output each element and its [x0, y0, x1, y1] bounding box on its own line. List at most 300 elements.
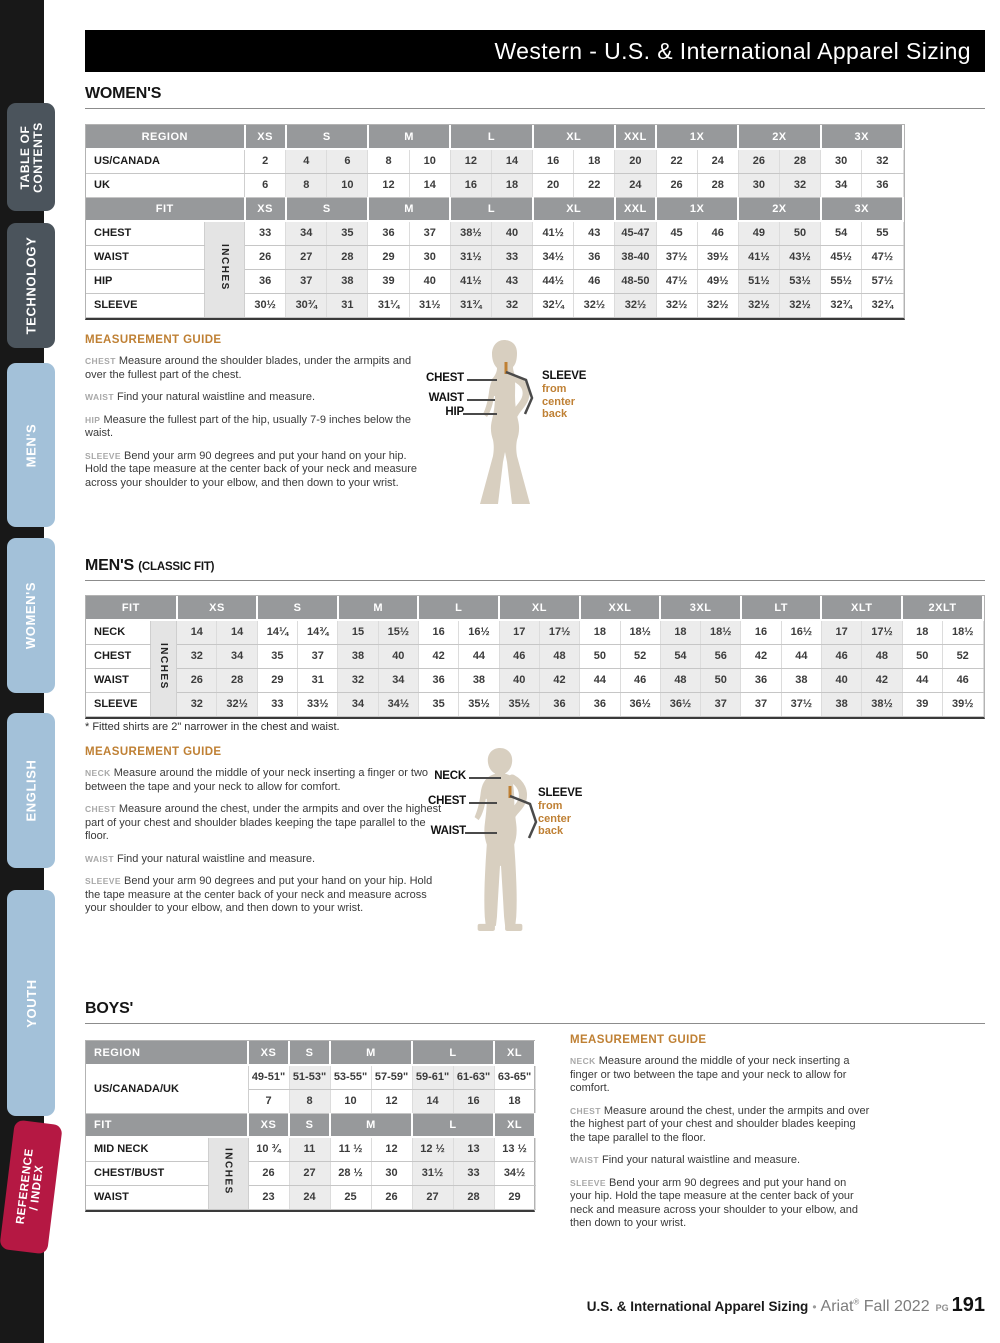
- guide-text: Measure the fullest part of the hip, usually 7-9 inches below the waist.: [85, 413, 412, 439]
- header-cell: L: [412, 1113, 494, 1137]
- data-cell: 51½: [738, 269, 779, 293]
- tab-label: WOMEN'S: [23, 581, 39, 650]
- data-cell: 33½: [298, 692, 338, 716]
- chest-callout-line: [469, 802, 497, 804]
- neck-callout-line: [469, 777, 501, 779]
- data-cell: 32½: [738, 293, 779, 317]
- data-cell: 37: [409, 221, 450, 245]
- data-cell: 33: [257, 692, 297, 716]
- guide-term: CHEST: [570, 1105, 601, 1116]
- data-cell: 36: [862, 173, 903, 197]
- data-cell: 42: [539, 668, 579, 692]
- mens-title-suffix: (CLASSIC FIT): [138, 561, 215, 573]
- row-label-cell: WAIST: [86, 668, 150, 692]
- header-cell: S: [286, 197, 368, 221]
- footer-season-text: Fall 2022: [863, 1298, 930, 1315]
- data-cell: 31¾: [450, 293, 491, 317]
- data-cell: 42: [418, 644, 458, 668]
- header-cell: LT: [741, 596, 822, 620]
- neck-callout-label: NECK: [434, 770, 466, 782]
- data-cell: 51-53": [289, 1065, 330, 1089]
- mens-section-title: MEN'S (CLASSIC FIT): [85, 557, 985, 581]
- mens-figure-diagram: [420, 746, 605, 941]
- data-cell: 50: [902, 644, 942, 668]
- data-cell: 28: [217, 668, 257, 692]
- page-number: 191: [951, 1294, 985, 1316]
- inches-unit-cell: INCHES: [204, 221, 244, 317]
- data-cell: 26: [656, 173, 697, 197]
- data-cell: 38: [459, 668, 499, 692]
- page-footer: [345, 1294, 985, 1317]
- header-cell: REGION: [86, 1041, 248, 1065]
- data-cell: 36: [580, 692, 620, 716]
- womens-figure-diagram: [420, 336, 600, 514]
- data-cell: 16½: [781, 620, 821, 644]
- data-cell: 15: [338, 620, 378, 644]
- data-cell: 49½: [697, 269, 738, 293]
- data-cell: 12: [371, 1137, 412, 1161]
- header-cell: M: [338, 596, 419, 620]
- data-cell: 11 ½: [330, 1137, 371, 1161]
- data-cell: 14¼: [257, 620, 297, 644]
- data-cell: 36: [539, 692, 579, 716]
- data-cell: 13 ½: [494, 1137, 535, 1161]
- row-label-cell: MID NECK: [86, 1137, 208, 1161]
- data-cell: 37: [701, 692, 741, 716]
- data-cell: 32: [177, 692, 217, 716]
- header-cell: XS: [177, 596, 258, 620]
- header-cell: XXL: [615, 125, 656, 149]
- data-cell: 38: [338, 644, 378, 668]
- data-cell: 57½: [862, 269, 903, 293]
- data-cell: 18½: [701, 620, 741, 644]
- data-cell: 38½: [862, 692, 902, 716]
- guide-text: Measure around the shoulder blades, under the armpits and over the fullest part of the chest.: [85, 355, 412, 381]
- guide-term: NECK: [85, 768, 111, 778]
- header-cell: XS: [248, 1041, 289, 1065]
- sidebar-tab-youth[interactable]: [7, 890, 55, 1116]
- data-cell: 26: [371, 1185, 412, 1209]
- data-cell: 36½: [620, 692, 660, 716]
- data-cell: 25: [330, 1185, 371, 1209]
- data-cell: 40: [491, 221, 532, 245]
- header-cell: XL: [494, 1041, 535, 1065]
- data-cell: 33: [453, 1161, 494, 1185]
- guide-text: Bend your arm 90 degrees and put your hand on your hip. Hold the tape measure at the center back of your neck and measure across your shoulder to your elbow, and then down to your wrist.: [85, 449, 418, 489]
- row-label-cell: US/CANADA/UK: [86, 1065, 248, 1113]
- data-cell: 41½: [738, 245, 779, 269]
- data-cell: 12: [368, 173, 409, 197]
- data-cell: 16: [533, 149, 574, 173]
- waist-callout-line: [467, 399, 495, 401]
- fitted-shirts-footnote: * Fitted shirts are 2" narrower in the chest and waist.: [85, 721, 340, 733]
- data-cell: 24: [289, 1185, 330, 1209]
- data-cell: 26: [738, 149, 779, 173]
- data-cell: 41½: [450, 269, 491, 293]
- data-cell: 55½: [821, 269, 862, 293]
- row-label-cell: US/CANADA: [86, 149, 245, 173]
- data-cell: 18: [491, 173, 532, 197]
- data-cell: 41½: [533, 221, 574, 245]
- data-cell: 18: [494, 1089, 535, 1113]
- row-label-cell: WAIST: [86, 245, 204, 269]
- data-cell: 48: [862, 644, 902, 668]
- data-cell: 34½: [494, 1161, 535, 1185]
- data-cell: 35: [327, 221, 368, 245]
- data-cell: 33: [245, 221, 286, 245]
- data-cell: 32½: [697, 293, 738, 317]
- header-cell: 3X: [821, 125, 903, 149]
- data-cell: 34: [338, 692, 378, 716]
- data-cell: 44: [902, 668, 942, 692]
- data-cell: 46: [942, 668, 983, 692]
- inches-unit-cell: INCHES: [208, 1137, 248, 1209]
- header-cell: XL: [533, 197, 615, 221]
- tab-label: MEN'S: [23, 423, 39, 467]
- data-cell: 46: [697, 221, 738, 245]
- data-cell: 32: [491, 293, 532, 317]
- data-cell: 45-47: [615, 221, 656, 245]
- data-cell: 50: [580, 644, 620, 668]
- size-table: [86, 596, 984, 717]
- data-cell: 39: [902, 692, 942, 716]
- header-cell: S: [257, 596, 338, 620]
- data-cell: 48: [660, 668, 700, 692]
- data-cell: 36: [741, 668, 781, 692]
- data-cell: 54: [660, 644, 700, 668]
- data-cell: 28: [327, 245, 368, 269]
- data-cell: 45: [656, 221, 697, 245]
- data-cell: 40: [821, 668, 861, 692]
- header-cell: 2X: [738, 197, 820, 221]
- guide-term: SLEEVE: [570, 1177, 606, 1188]
- data-cell: 31½: [412, 1161, 453, 1185]
- header-cell: FIT: [86, 1113, 248, 1137]
- boys-size-table: [85, 1040, 535, 1212]
- data-cell: 56: [701, 644, 741, 668]
- sidebar-tab-table-of-contents[interactable]: [7, 103, 55, 211]
- header-cell: L: [412, 1041, 494, 1065]
- row-label-cell: CHEST: [86, 644, 150, 668]
- guide-text: Measure around the middle of your neck inserting a finger or two between the tape and your neck to allow for comfort.: [85, 767, 429, 793]
- sleeve-callout-label: SLEEVE: [538, 787, 583, 799]
- data-cell: 8: [286, 173, 327, 197]
- tab-label: REFERENCE / INDEX: [14, 1147, 46, 1225]
- header-cell: XS: [245, 197, 286, 221]
- data-cell: 22: [574, 173, 615, 197]
- header-cell: XL: [494, 1113, 535, 1137]
- data-cell: 30: [371, 1161, 412, 1185]
- data-cell: 18½: [942, 620, 983, 644]
- data-cell: 46: [499, 644, 539, 668]
- data-cell: 39: [368, 269, 409, 293]
- data-cell: 35½: [459, 692, 499, 716]
- data-cell: 37½: [656, 245, 697, 269]
- row-label-cell: HIP: [86, 269, 204, 293]
- header-cell: REGION: [86, 125, 245, 149]
- data-cell: 49: [738, 221, 779, 245]
- data-cell: 30¾: [286, 293, 327, 317]
- data-cell: 38: [781, 668, 821, 692]
- data-cell: 27: [289, 1161, 330, 1185]
- data-cell: 38½: [450, 221, 491, 245]
- inches-unit-cell: INCHES: [150, 620, 176, 716]
- data-cell: 28 ½: [330, 1161, 371, 1185]
- data-cell: 28: [779, 149, 820, 173]
- data-cell: 38: [327, 269, 368, 293]
- data-cell: 44: [781, 644, 821, 668]
- row-label-cell: WAIST: [86, 1185, 208, 1209]
- header-cell: XXL: [615, 197, 656, 221]
- data-cell: 14: [491, 149, 532, 173]
- data-cell: 34: [378, 668, 418, 692]
- boys-section-title: BOYS': [85, 1000, 985, 1024]
- data-cell: 20: [533, 173, 574, 197]
- sleeve-measure-line: [502, 360, 540, 418]
- data-cell: 6: [327, 149, 368, 173]
- registered-mark: ®: [853, 1297, 860, 1307]
- data-cell: 34½: [533, 245, 574, 269]
- data-cell: 8: [368, 149, 409, 173]
- chest-callout-label: CHEST: [426, 372, 464, 384]
- header-cell: 2XLT: [902, 596, 983, 620]
- data-cell: 38-40: [615, 245, 656, 269]
- size-table: [86, 125, 904, 318]
- data-cell: 23: [248, 1185, 289, 1209]
- header-cell: L: [450, 125, 532, 149]
- data-cell: 30: [821, 149, 862, 173]
- data-cell: 14: [409, 173, 450, 197]
- data-cell: 16: [453, 1089, 494, 1113]
- guide-title: MEASUREMENT GUIDE: [570, 1034, 707, 1046]
- data-cell: 50: [779, 221, 820, 245]
- data-cell: 16: [741, 620, 781, 644]
- data-cell: 10: [409, 149, 450, 173]
- data-cell: 15½: [378, 620, 418, 644]
- waist-callout-label: WAIST: [430, 825, 466, 837]
- header-cell: XS: [245, 125, 286, 149]
- sidebar-tab-womens[interactable]: [7, 538, 55, 693]
- guide-term: SLEEVE: [85, 876, 121, 886]
- data-cell: 18: [902, 620, 942, 644]
- data-cell: 18: [660, 620, 700, 644]
- data-cell: 28: [697, 173, 738, 197]
- row-label-cell: UK: [86, 173, 245, 197]
- waist-callout-line: [465, 832, 497, 834]
- data-cell: 39½: [942, 692, 983, 716]
- data-cell: 7: [248, 1089, 289, 1113]
- data-cell: 31: [298, 668, 338, 692]
- data-cell: 54: [821, 221, 862, 245]
- guide-term: HIP: [85, 414, 101, 425]
- data-cell: 34½: [378, 692, 418, 716]
- data-cell: 40: [378, 644, 418, 668]
- data-cell: 37: [286, 269, 327, 293]
- data-cell: 32½: [656, 293, 697, 317]
- data-cell: 6: [245, 173, 286, 197]
- footer-pg-label: PG: [935, 1303, 949, 1313]
- guide-term: CHEST: [85, 804, 116, 814]
- header-cell: XL: [533, 125, 615, 149]
- data-cell: 32½: [779, 293, 820, 317]
- header-cell: M: [330, 1041, 412, 1065]
- data-cell: 32¼: [533, 293, 574, 317]
- data-cell: 10 ¾: [248, 1137, 289, 1161]
- data-cell: 46: [620, 668, 660, 692]
- guide-text: Bend your arm 90 degrees and put your hand on your hip. Hold the tape measure at the center back of your neck and measure across your shoulder to your elbow, and then down to your wrist.: [570, 1176, 858, 1229]
- data-cell: 12 ½: [412, 1137, 453, 1161]
- data-cell: 36: [245, 269, 286, 293]
- row-label-cell: CHEST/BUST: [86, 1161, 208, 1185]
- data-cell: 47½: [656, 269, 697, 293]
- data-cell: 32¾: [862, 293, 903, 317]
- data-cell: 14: [177, 620, 217, 644]
- data-cell: 4: [286, 149, 327, 173]
- data-cell: 32: [177, 644, 217, 668]
- hip-callout-label: HIP: [445, 406, 464, 418]
- sidebar-tab-english[interactable]: [7, 713, 55, 868]
- header-cell: XL: [499, 596, 580, 620]
- data-cell: 53-55": [330, 1065, 371, 1089]
- sidebar-tab-technology[interactable]: [7, 223, 55, 348]
- data-cell: 44½: [533, 269, 574, 293]
- waist-callout-label: WAIST: [428, 392, 464, 404]
- data-cell: 50: [701, 668, 741, 692]
- data-cell: 24: [697, 149, 738, 173]
- guide-term: WAIST: [85, 853, 114, 864]
- data-cell: 17: [821, 620, 861, 644]
- data-cell: 29: [494, 1185, 535, 1209]
- row-label-cell: SLEEVE: [86, 293, 204, 317]
- guide-text: Measure around the chest, under the armpits and over the highest part of your chest and shoulder blades keeping the tape parallel to the floor.: [85, 803, 442, 842]
- guide-term: CHEST: [85, 356, 116, 366]
- data-cell: 59-61": [412, 1065, 453, 1089]
- row-label-cell: CHEST: [86, 221, 204, 245]
- guide-text: Find your natural waistline and measure.: [116, 852, 316, 865]
- data-cell: 28: [453, 1185, 494, 1209]
- data-cell: 43½: [779, 245, 820, 269]
- tab-label: TABLE OF CONTENTS: [17, 121, 45, 193]
- header-cell: S: [286, 125, 368, 149]
- guide-term: WAIST: [570, 1155, 599, 1165]
- data-cell: 32½: [615, 293, 656, 317]
- chest-callout-line: [467, 379, 497, 381]
- data-cell: 37½: [781, 692, 821, 716]
- data-cell: 20: [615, 149, 656, 173]
- data-cell: 34: [821, 173, 862, 197]
- data-cell: 31½: [450, 245, 491, 269]
- size-table: [86, 1041, 536, 1210]
- header-cell: XLT: [821, 596, 902, 620]
- data-cell: 57-59": [371, 1065, 412, 1089]
- data-cell: 27: [286, 245, 327, 269]
- guide-term: WAIST: [85, 392, 114, 402]
- data-cell: 42: [741, 644, 781, 668]
- data-cell: 8: [289, 1089, 330, 1113]
- data-cell: 52: [942, 644, 983, 668]
- sleeve-note: from center back: [538, 800, 572, 837]
- guide-text: Bend your arm 90 degrees and put your hand on your hip. Hold the tape measure at the center back of your neck and measure across your shoulder to your elbow, and then down to your wrist.: [85, 875, 433, 914]
- data-cell: 32½: [574, 293, 615, 317]
- womens-section-title: WOMEN'S: [85, 85, 985, 109]
- header-cell: 1X: [656, 125, 738, 149]
- tab-label: ENGLISH: [23, 759, 39, 822]
- data-cell: 37: [298, 644, 338, 668]
- data-cell: 34: [217, 644, 257, 668]
- data-cell: 11: [289, 1137, 330, 1161]
- data-cell: 43: [491, 269, 532, 293]
- data-cell: 12: [371, 1089, 412, 1113]
- header-cell: M: [368, 197, 450, 221]
- data-cell: 13: [453, 1137, 494, 1161]
- data-cell: 46: [574, 269, 615, 293]
- tab-label: YOUTH: [23, 978, 39, 1028]
- guide-text: Find your natural waistline and measure.: [116, 391, 316, 403]
- header-cell: M: [330, 1113, 412, 1137]
- data-cell: 43: [574, 221, 615, 245]
- sleeve-callout-label: SLEEVE: [542, 370, 587, 382]
- data-cell: 17: [499, 620, 539, 644]
- data-cell: 35: [257, 644, 297, 668]
- footer-title: U.S. & International Apparel Sizing: [586, 1299, 809, 1314]
- data-cell: 16: [450, 173, 491, 197]
- data-cell: 53½: [779, 269, 820, 293]
- header-cell: S: [289, 1113, 330, 1137]
- data-cell: 30: [738, 173, 779, 197]
- data-cell: 18: [580, 620, 620, 644]
- data-cell: 46: [821, 644, 861, 668]
- data-cell: 44: [580, 668, 620, 692]
- data-cell: 10: [330, 1089, 371, 1113]
- data-cell: 32: [779, 173, 820, 197]
- guide-term: NECK: [570, 1056, 596, 1066]
- guide-text: Measure around the middle of your neck inserting a finger or two between the tape and your neck to allow for comfort.: [570, 1055, 850, 1094]
- data-cell: 33: [491, 245, 532, 269]
- data-cell: 39½: [697, 245, 738, 269]
- data-cell: 26: [245, 245, 286, 269]
- data-cell: 31¼: [368, 293, 409, 317]
- sleeve-note: from center back: [542, 383, 576, 420]
- data-cell: 17½: [862, 620, 902, 644]
- data-cell: 36: [574, 245, 615, 269]
- mens-size-table: [85, 595, 985, 719]
- data-cell: 40: [409, 269, 450, 293]
- data-cell: 30½: [245, 293, 286, 317]
- data-cell: 17½: [539, 620, 579, 644]
- chest-callout-label: CHEST: [428, 795, 466, 807]
- page-header-title: Western - U.S. & International Apparel Sizing: [85, 30, 985, 72]
- data-cell: 55: [862, 221, 903, 245]
- data-cell: 36: [368, 221, 409, 245]
- header-cell: XS: [248, 1113, 289, 1137]
- header-cell: S: [289, 1041, 330, 1065]
- sidebar-tab-mens[interactable]: [7, 363, 55, 527]
- data-cell: 36: [418, 668, 458, 692]
- data-cell: 14¾: [298, 620, 338, 644]
- data-cell: 61-63": [453, 1065, 494, 1089]
- data-cell: 30: [409, 245, 450, 269]
- data-cell: 29: [257, 668, 297, 692]
- data-cell: 36½: [660, 692, 700, 716]
- hip-callout-line: [463, 413, 497, 415]
- data-cell: 37: [741, 692, 781, 716]
- header-cell: M: [368, 125, 450, 149]
- guide-text: Find your natural waistline and measure.: [601, 1154, 801, 1166]
- header-cell: 3X: [821, 197, 903, 221]
- data-cell: 31½: [409, 293, 450, 317]
- data-cell: 18½: [620, 620, 660, 644]
- data-cell: 35: [418, 692, 458, 716]
